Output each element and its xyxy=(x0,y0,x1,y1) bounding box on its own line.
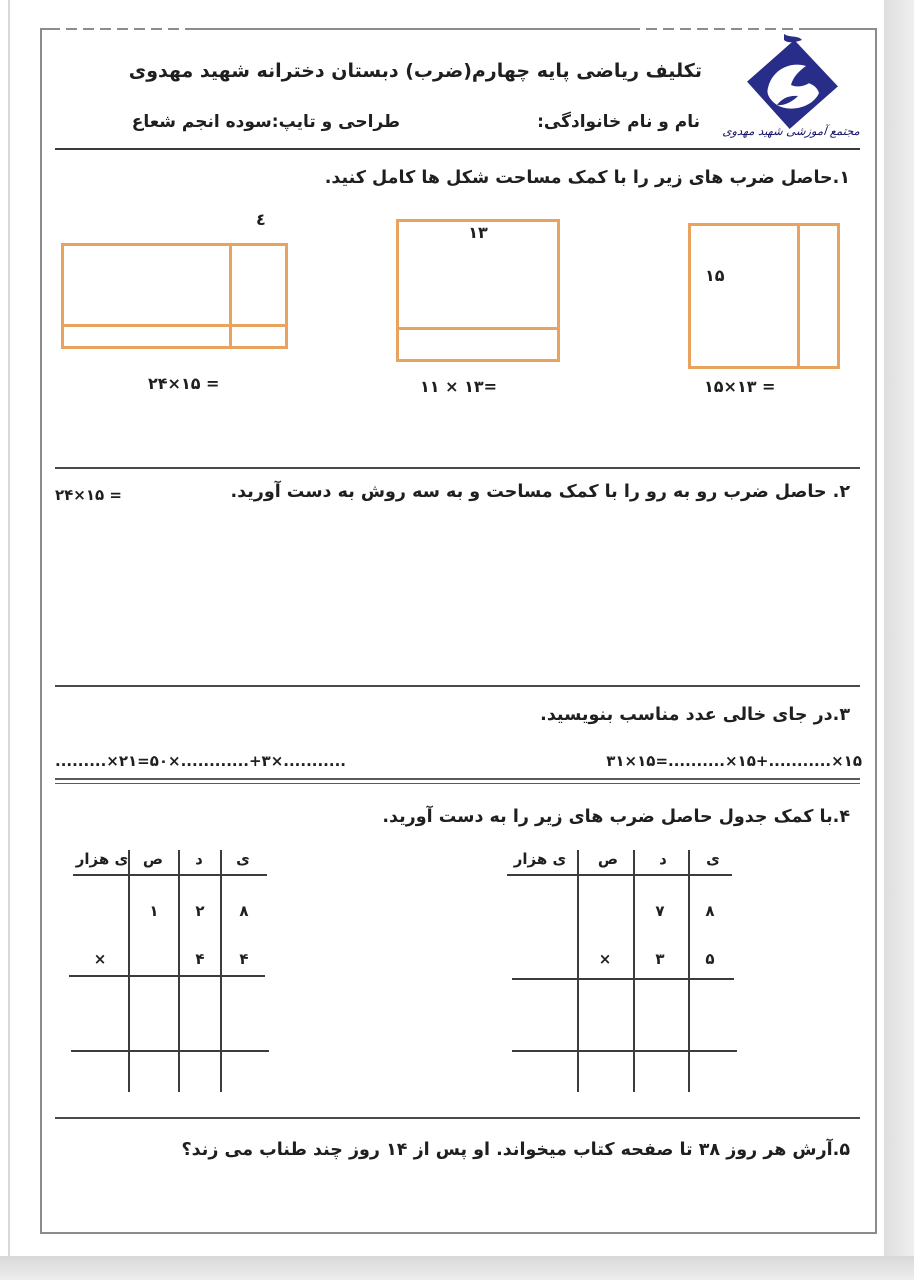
area-shape-left xyxy=(61,243,288,349)
pvtr-vline-2 xyxy=(633,850,635,1092)
pvtr-row1-ones: ۸ xyxy=(705,902,715,920)
page-left-edge xyxy=(8,0,10,1280)
pvtr-vline-3 xyxy=(688,850,690,1092)
place-value-table-left xyxy=(73,850,273,1095)
name-field-label: نام و نام خانوادگی: xyxy=(537,112,700,132)
question-2-text: ۲. حاصل ضرب رو به رو را با کمک مساحت و به سه روش به دست آورید. xyxy=(230,482,850,502)
area-shape-middle-equation: ۱۱ × ۱۳= xyxy=(420,377,498,396)
pvtr-row2-tens: ۳ xyxy=(655,950,665,968)
pvtr-multiply-sign: × xyxy=(598,950,612,968)
pvtr-header-hundreds: ص xyxy=(597,850,619,868)
pvtr-header-tens: د xyxy=(659,850,667,868)
area-shape-right-label: ۱۵ xyxy=(705,266,725,285)
pvtl-header-tens: د xyxy=(195,850,203,868)
area-shape-right xyxy=(688,223,840,369)
pvtr-row2-ones: ۵ xyxy=(705,950,715,968)
question-3-expression-right: ۳۱×۱۵=..........×۱۵+...........×۱۵ xyxy=(606,752,862,770)
pvtr-product-line xyxy=(512,978,734,980)
pvtl-header-thousands: ی هزار xyxy=(75,850,129,868)
question-4-text: ۴.با کمک جدول حاصل ضرب های زیر را به دست آورید. xyxy=(382,807,850,827)
section-divider-2 xyxy=(55,685,860,687)
area-shape-right-equation: ۱۵×۱۳ = xyxy=(704,377,776,396)
question-5-text: ۵.آرش هر روز ۳۸ تا صفحه کتاب میخواند. او پس از ۱۴ روز چند طناب می زند؟ xyxy=(181,1140,850,1160)
header-divider xyxy=(55,148,860,150)
pvtl-row2-tens: ۴ xyxy=(195,950,205,968)
pvtr-header-underline xyxy=(507,874,732,876)
pvtl-product-line xyxy=(69,975,265,977)
question-3-text: ۳.در جای خالی عدد مناسب بنویسید. xyxy=(540,705,850,725)
pvtr-vline-1 xyxy=(577,850,579,1092)
area-shape-middle xyxy=(396,219,560,362)
pvtl-sum-line xyxy=(71,1050,269,1052)
logo-emblem xyxy=(732,32,852,132)
logo-caption: مجتمع آموزشی شهید مهدوی xyxy=(721,124,861,138)
area-shape-middle-label: ۱۳ xyxy=(468,223,488,242)
pvtl-multiply-sign: × xyxy=(93,950,107,968)
worksheet-title: تکلیف ریاضی پایه چهارم(ضرب) دبستان دخترانه شهید مهدوی xyxy=(128,60,702,82)
logo-top-mark xyxy=(784,34,802,42)
question-3-expression-left: .........×۲۱=۵۰×............+۳×........... xyxy=(55,752,346,770)
pvtl-row1-hundreds: ۱ xyxy=(149,902,159,920)
area-shape-middle-divider xyxy=(399,327,557,330)
pvtl-vline-2 xyxy=(178,850,180,1092)
page-right-edge xyxy=(884,0,914,1280)
place-value-table-right xyxy=(507,850,737,1095)
area-shape-left-label: ٤ xyxy=(256,210,266,229)
frame-top-dash-left xyxy=(60,28,190,30)
section-divider-3b xyxy=(55,783,860,785)
pvtr-row1-tens: ۷ xyxy=(655,902,665,920)
pvtl-row1-ones: ۸ xyxy=(239,902,249,920)
section-divider-4 xyxy=(55,1117,860,1119)
designer-credit: طراحی و تایپ:سوده انجم شعاع xyxy=(131,112,400,132)
section-divider-3a xyxy=(55,778,860,780)
pvtl-vline-3 xyxy=(220,850,222,1092)
area-shape-left-horizontal-divider xyxy=(64,324,285,327)
area-shape-left-equation: ۲۴×۱۵ = xyxy=(148,374,220,393)
pvtl-header-underline xyxy=(73,874,267,876)
pvtl-vline-1 xyxy=(128,850,130,1092)
pvtr-header-thousands: ی هزار xyxy=(513,850,567,868)
section-divider-1 xyxy=(55,467,860,469)
frame-top-dash-right xyxy=(640,28,800,30)
pvtr-sum-line xyxy=(512,1050,737,1052)
page-bottom-edge xyxy=(0,1256,914,1280)
pvtr-header-ones: ی xyxy=(706,850,720,868)
worksheet-frame xyxy=(40,28,877,1234)
area-shape-left-vertical-divider xyxy=(229,246,232,346)
question-2-equation: ۲۴×۱۵ = xyxy=(55,486,122,504)
pvtl-row1-tens: ۲ xyxy=(195,902,205,920)
question-1-text: ۱.حاصل ضرب های زیر را با کمک مساحت شکل ها کامل کنید. xyxy=(324,168,850,188)
area-shape-right-divider xyxy=(797,226,800,366)
school-logo xyxy=(721,32,861,174)
pvtl-header-ones: ی xyxy=(236,850,250,868)
pvtl-row2-ones: ۴ xyxy=(239,950,249,968)
pvtl-header-hundreds: ص xyxy=(142,850,164,868)
